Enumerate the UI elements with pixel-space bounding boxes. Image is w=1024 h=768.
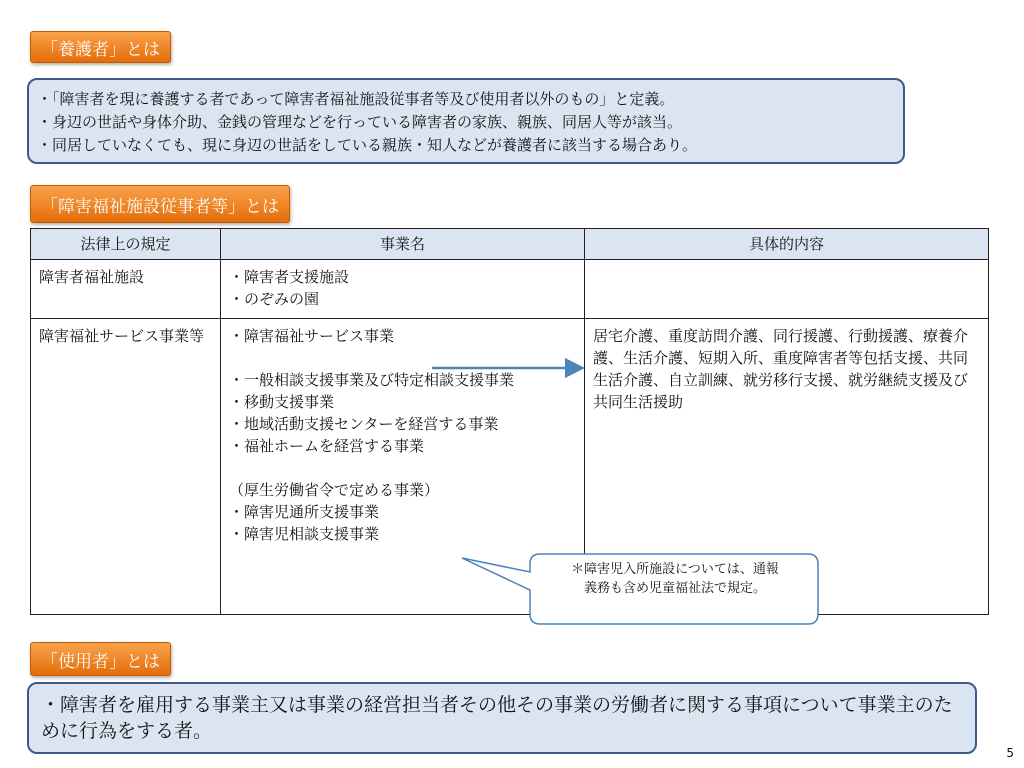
- law-welfare-service: 障害福祉サービス事業等: [39, 327, 205, 345]
- page-number: 5: [1006, 746, 1014, 760]
- law-welfare-facility: 障害者福祉施設: [39, 268, 145, 286]
- callout-line-2: 義務も含め児童福祉法で規定。: [583, 581, 766, 596]
- employer-heading-tag: 「使用者」とは: [30, 642, 171, 676]
- caregiver-line-1: ・「障害者を現に養護する者であって障害者福祉施設従事者等及び使用者以外のもの」と定義。: [37, 90, 675, 108]
- business-item: ・移動支援事業: [229, 393, 335, 411]
- business-item: ・のぞみの園: [229, 290, 320, 308]
- business-item: ・障害福祉サービス事業: [229, 327, 395, 345]
- business-item: ・障害児相談支援事業: [229, 525, 380, 543]
- header-content: 具体的内容: [585, 229, 989, 260]
- service-content-text: 居宅介護、重度訪問介護、同行援護、行動援護、療養介護、生活介護、短期入所、重度障害者等包括支援、共同生活介護、自立訓練、就労移行支援、就労継続支援及び共同生活援助: [593, 327, 969, 411]
- business-item: ・障害児通所支援事業: [229, 503, 380, 521]
- business-item: ・障害者支援施設: [229, 268, 350, 286]
- caregiver-line-2: ・身辺の世話や身体介助、金銭の管理などを行っている障害者の家族、親族、同居人等が該当。: [37, 113, 683, 131]
- header-law: 法律上の規定: [31, 229, 221, 260]
- employer-definition-box: [27, 682, 977, 754]
- callout-note: [530, 560, 820, 598]
- header-business: 事業名: [221, 229, 585, 260]
- business-item: ・福祉ホームを経営する事業: [229, 437, 425, 455]
- business-item: ・一般相談支援事業及び特定相談支援事業: [229, 371, 515, 389]
- employer-text: ・障害者を雇用する事業主又は事業の経営担当者その他その事業の労働者に関する事項について事業主のために行為をする者。: [41, 694, 953, 742]
- callout-line-1: ＊障害児入所施設については、通報: [571, 562, 779, 577]
- business-item: ・地域活動支援センターを経営する事業: [229, 415, 499, 433]
- facility-heading-tag: 「障害福祉施設従事者等」とは: [30, 185, 290, 223]
- caregiver-heading-tag: 「養護者」とは: [30, 31, 171, 63]
- business-item: （厚生労働省令で定める事業）: [229, 481, 440, 499]
- caregiver-line-3: ・同居していなくても、現に身辺の世話をしている親族・知人などが養護者に該当する場合あり。: [37, 136, 698, 154]
